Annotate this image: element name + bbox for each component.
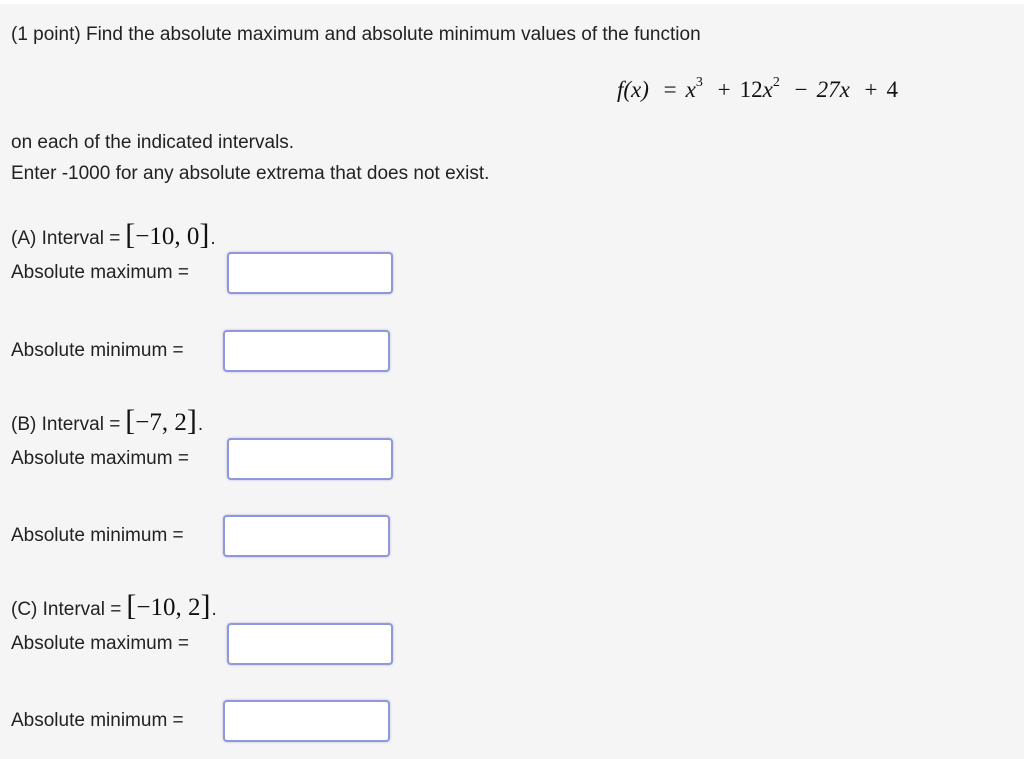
part-b-interval-math: [−7, 2] xyxy=(125,404,197,437)
part-b-min-input[interactable] xyxy=(223,515,390,557)
part-a-max-label: Absolute maximum = xyxy=(11,262,189,283)
part-b-max-label: Absolute maximum = xyxy=(11,448,189,469)
part-b-period: . xyxy=(197,414,204,435)
part-c-prefix: (C) Interval = xyxy=(11,599,122,620)
part-a-period: . xyxy=(210,228,216,249)
part-a-min-input[interactable] xyxy=(223,330,390,372)
part-a-max-input[interactable] xyxy=(227,252,393,294)
term-2-base: x xyxy=(762,77,773,102)
operator-1: + xyxy=(717,77,731,102)
operator-3: + xyxy=(864,77,878,102)
part-c-max-input[interactable] xyxy=(227,623,393,665)
part-b-prefix: (B) Interval = xyxy=(11,414,121,435)
problem-body xyxy=(0,4,1024,759)
part-a-interval xyxy=(11,218,216,252)
operator-2: − xyxy=(794,77,808,102)
function-formula xyxy=(617,76,898,104)
term-3: 27x xyxy=(816,77,850,102)
part-c-period: . xyxy=(211,599,217,620)
term-2-coefficient: 12 xyxy=(739,77,763,102)
part-a-min-label: Absolute minimum = xyxy=(11,340,184,361)
part-a-prefix: (A) Interval = xyxy=(11,228,121,249)
part-c-max-label: Absolute maximum = xyxy=(11,633,189,654)
term-1-exponent: 3 xyxy=(695,75,703,90)
instruction-intervals: on each of the indicated intervals. xyxy=(11,132,295,153)
function-lhs: f(x) xyxy=(617,77,649,102)
part-b-max-input[interactable] xyxy=(227,438,393,480)
part-c-min-input[interactable] xyxy=(223,700,390,742)
term-1-base: x xyxy=(685,77,696,102)
term-2-exponent: 2 xyxy=(772,75,780,90)
part-c-min-label: Absolute minimum = xyxy=(11,710,184,731)
part-c-interval-math: [−10, 2] xyxy=(126,589,211,622)
instruction-nonexistent: Enter -1000 for any absolute extrema that does not exist. xyxy=(11,163,490,184)
part-a-interval-math: [−10, 0] xyxy=(125,218,210,251)
part-b-min-label: Absolute minimum = xyxy=(11,525,184,546)
problem-intro: (1 point) Find the absolute maximum and absolute minimum values of the function xyxy=(11,24,701,45)
part-b-interval xyxy=(11,404,203,438)
term-4: 4 xyxy=(886,77,899,102)
function-equals: = xyxy=(663,77,677,102)
part-c-interval xyxy=(11,589,217,623)
